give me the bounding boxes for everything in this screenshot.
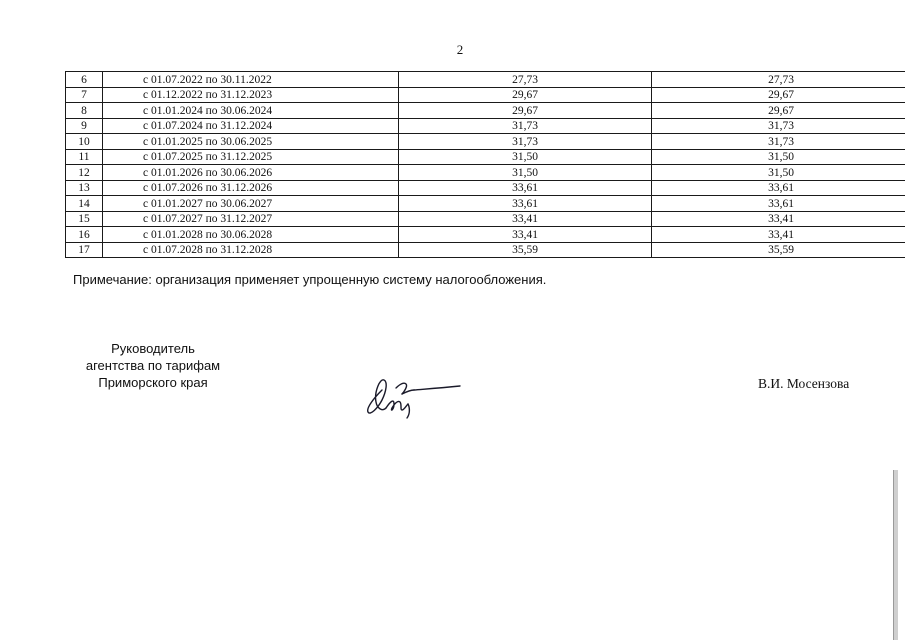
row-number-cell: 6 — [66, 72, 103, 88]
row-number-cell: 7 — [66, 87, 103, 103]
table-row — [66, 118, 905, 134]
row-number-cell: 12 — [66, 165, 103, 181]
table-row — [66, 149, 905, 165]
signer-title — [68, 340, 238, 391]
period-cell: с 01.12.2022 по 31.12.2023 — [103, 87, 399, 103]
tariff-value-cell-2: 29,67 — [652, 103, 905, 119]
period-cell: с 01.07.2026 по 31.12.2026 — [103, 180, 399, 196]
table-row — [66, 211, 905, 227]
tariff-value-cell-2: 31,73 — [652, 134, 905, 150]
tariff-value-cell-1: 31,50 — [399, 149, 652, 165]
tariff-value-cell-1: 31,73 — [399, 118, 652, 134]
period-cell: с 01.01.2028 по 30.06.2028 — [103, 227, 399, 243]
period-cell: с 01.07.2022 по 30.11.2022 — [103, 72, 399, 88]
tariff-value-cell-1: 27,73 — [399, 72, 652, 88]
row-number-cell: 13 — [66, 180, 103, 196]
tariff-value-cell-2: 33,61 — [652, 180, 905, 196]
table-row — [66, 72, 905, 88]
signer-title-line-2: агентства по тарифам — [85, 358, 221, 373]
tariff-table-body — [66, 72, 905, 258]
period-cell: с 01.01.2025 по 30.06.2025 — [103, 134, 399, 150]
signer-title-line-1: Руководитель — [111, 341, 195, 356]
tariff-value-cell-1: 33,61 — [399, 196, 652, 212]
signer-title-line-3: Приморского края — [98, 375, 208, 390]
table-row — [66, 134, 905, 150]
table-row — [66, 87, 905, 103]
tariff-value-cell-1: 31,73 — [399, 134, 652, 150]
period-cell: с 01.07.2024 по 31.12.2024 — [103, 118, 399, 134]
table-row — [66, 242, 905, 258]
handwritten-signature-icon — [360, 368, 470, 428]
tariff-value-cell-2: 31,50 — [652, 165, 905, 181]
tariff-value-cell-2: 31,50 — [652, 149, 905, 165]
tariff-value-cell-2: 27,73 — [652, 72, 905, 88]
row-number-cell: 10 — [66, 134, 103, 150]
page-edge-shadow — [893, 470, 898, 640]
table-row — [66, 165, 905, 181]
period-cell: с 01.07.2027 по 31.12.2027 — [103, 211, 399, 227]
tariff-value-cell-2: 29,67 — [652, 87, 905, 103]
tariff-value-cell-2: 33,61 — [652, 196, 905, 212]
table-row — [66, 196, 905, 212]
table-row — [66, 103, 905, 119]
tariff-value-cell-1: 33,61 — [399, 180, 652, 196]
table-row — [66, 180, 905, 196]
tariff-value-cell-2: 35,59 — [652, 242, 905, 258]
tariff-value-cell-1: 35,59 — [399, 242, 652, 258]
note-text: Примечание: организация применяет упрощенную систему налогообложения. — [73, 272, 547, 287]
tariff-value-cell-1: 29,67 — [399, 87, 652, 103]
page-number: 2 — [456, 42, 464, 57]
table-row — [66, 227, 905, 243]
tariff-table — [65, 71, 905, 258]
tariff-value-cell-1: 29,67 — [399, 103, 652, 119]
row-number-cell: 11 — [66, 149, 103, 165]
tariff-value-cell-1: 33,41 — [399, 211, 652, 227]
period-cell: с 01.01.2027 по 30.06.2027 — [103, 196, 399, 212]
row-number-cell: 15 — [66, 211, 103, 227]
signer-name: В.И. Мосензова — [758, 376, 850, 391]
tariff-value-cell-2: 31,73 — [652, 118, 905, 134]
row-number-cell: 17 — [66, 242, 103, 258]
tariff-value-cell-1: 31,50 — [399, 165, 652, 181]
row-number-cell: 16 — [66, 227, 103, 243]
tariff-value-cell-2: 33,41 — [652, 227, 905, 243]
row-number-cell: 14 — [66, 196, 103, 212]
row-number-cell: 9 — [66, 118, 103, 134]
period-cell: с 01.07.2028 по 31.12.2028 — [103, 242, 399, 258]
tariff-value-cell-1: 33,41 — [399, 227, 652, 243]
period-cell: с 01.01.2026 по 30.06.2026 — [103, 165, 399, 181]
period-cell: с 01.01.2024 по 30.06.2024 — [103, 103, 399, 119]
row-number-cell: 8 — [66, 103, 103, 119]
period-cell: с 01.07.2025 по 31.12.2025 — [103, 149, 399, 165]
tariff-value-cell-2: 33,41 — [652, 211, 905, 227]
